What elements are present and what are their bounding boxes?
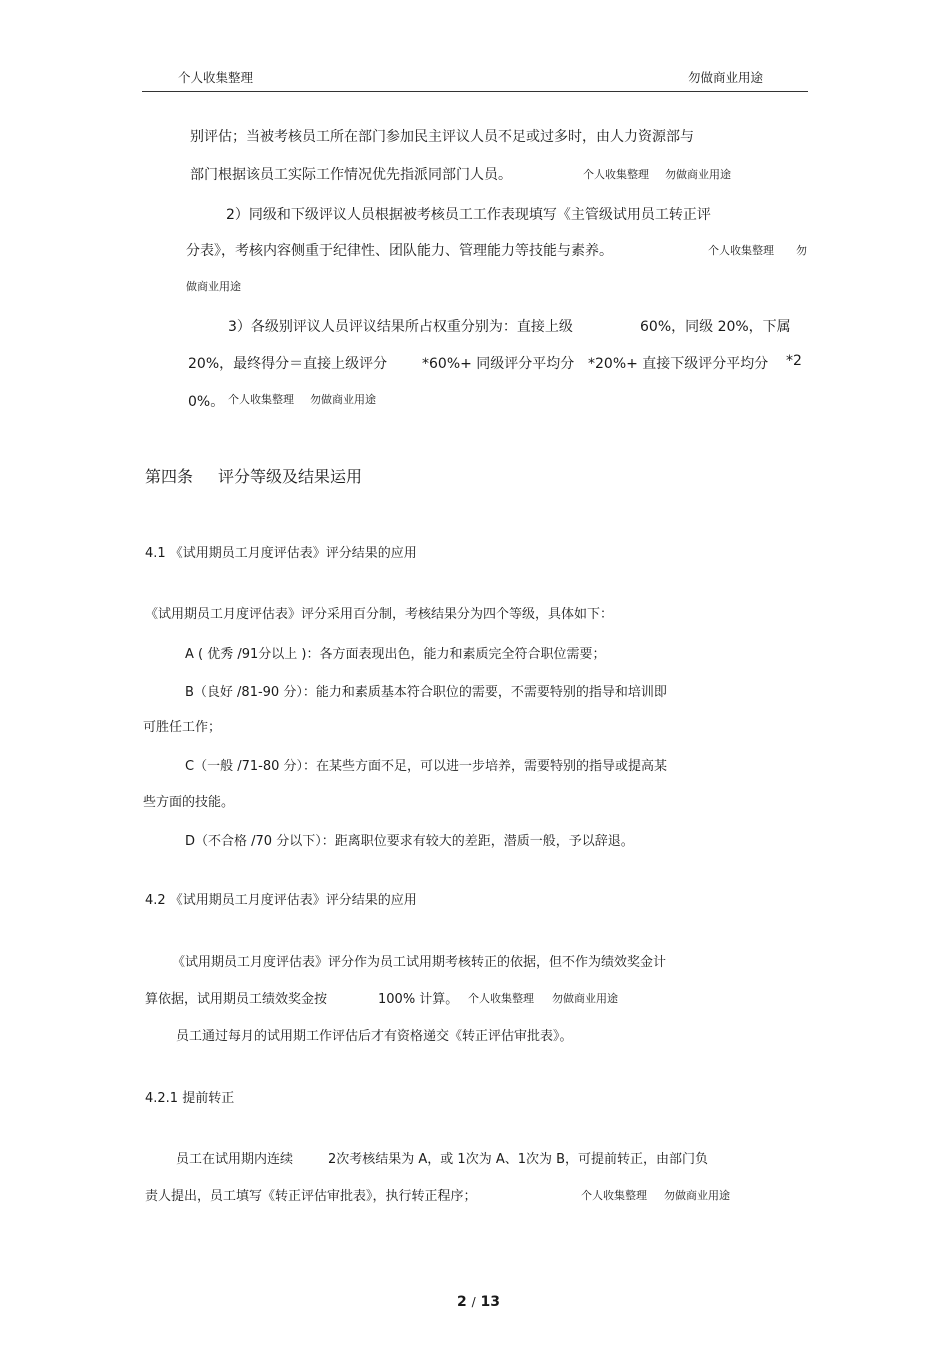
watermark-collect: 个人收集整理: [583, 168, 649, 181]
article4-title: 评分等级及结果运用: [218, 467, 363, 486]
page-number: [457, 1294, 500, 1310]
item2-line2: 分表》，考核内容侧重于纪律性、团队能力、管理能力等技能与素养。: [186, 243, 613, 259]
item3-line3: 0%。: [188, 394, 225, 410]
header-rule: [142, 91, 808, 92]
section-4-2-line3: 员工通过每月的试用期工作评估后才有资格递交《转正评估审批表》。: [176, 1029, 573, 1044]
item3-line1b: 60%，同级 20%，下属: [640, 319, 791, 335]
watermark-collect: 个人收集整理: [468, 992, 534, 1005]
grade-c-line1: C（一般 /71-80 分）：在某些方面不足，可以进一步培养，需要特别的指导或提高某: [185, 759, 667, 774]
section-4-2-1-line1a: 员工在试用期内连续: [176, 1152, 294, 1167]
item3-line2c: *20%+ 直接下级评分平均分: [588, 356, 769, 372]
section-4-1-title: 4.1 《试用期员工月度评估表》评分结果的应用: [145, 546, 417, 561]
section-4-2-line2a: 算依据，试用期员工绩效奖金按: [145, 992, 328, 1007]
article4-number: 第四条: [145, 467, 194, 486]
para1-line1: 别评估；当被考核员工所在部门参加民主评议人员不足或过多时，由人力资源部与: [190, 129, 694, 145]
grade-b-line1: B（良好 /81-90 分）：能力和素质基本符合职位的需要，不需要特别的指导和培训即: [185, 685, 667, 700]
item3-line2d: *2: [786, 353, 802, 369]
item3-line1a: 3）各级别评议人员评议结果所占权重分别为：直接上级: [228, 319, 573, 335]
page-total: 13: [480, 1294, 501, 1310]
item3-line2b: *60%+ 同级评分平均分: [422, 356, 575, 372]
item3-line2a: 20%，最终得分＝直接上级评分: [188, 356, 388, 372]
page-separator: /: [471, 1295, 476, 1309]
header-left: 个人收集整理: [178, 70, 254, 85]
watermark-noncommercial: 勿做商业用途: [664, 1189, 730, 1202]
section-4-2-1-line1b: 2次考核结果为 A，或 1次为 A、1次为 B，可提前转正，由部门负: [328, 1152, 709, 1167]
section-4-2-title: 4.2 《试用期员工月度评估表》评分结果的应用: [145, 893, 417, 908]
watermark-collect: 个人收集整理: [708, 244, 774, 257]
grade-d: D（不合格 /70 分以下）：距离职位要求有较大的差距，潜质一般，予以辞退。: [185, 834, 634, 849]
section-4-2-1-title: 4.2.1 提前转正: [145, 1091, 235, 1106]
watermark-noncommercial-part: 勿: [796, 244, 807, 257]
watermark-noncommercial-part: 做商业用途: [186, 280, 241, 293]
header-right: 勿做商业用途: [688, 70, 764, 85]
section-4-2-1-line2: 责人提出，员工填写《转正评估审批表》，执行转正程序；: [145, 1189, 477, 1204]
page-current: 2: [457, 1294, 467, 1310]
grade-c-line2: 些方面的技能。: [143, 795, 235, 810]
watermark-noncommercial: 勿做商业用途: [665, 168, 731, 181]
section-4-1-intro: 《试用期员工月度评估表》评分采用百分制，考核结果分为四个等级，具体如下：: [145, 607, 614, 622]
watermark-noncommercial: 勿做商业用途: [310, 393, 376, 406]
section-4-2-line2b: 100% 计算。: [378, 992, 459, 1007]
para1-line2: 部门根据该员工实际工作情况优先指派同部门人员。: [190, 167, 512, 183]
watermark-collect: 个人收集整理: [581, 1189, 647, 1202]
watermark-collect: 个人收集整理: [228, 393, 294, 406]
section-4-2-line1: 《试用期员工月度评估表》评分作为员工试用期考核转正的依据，但不作为绩效奖金计: [172, 955, 667, 970]
watermark-noncommercial: 勿做商业用途: [552, 992, 618, 1005]
item2-line1: 2）同级和下级评议人员根据被考核员工工作表现填写《主管级试用员工转正评: [226, 207, 711, 223]
grade-a: A ( 优秀 /91分以上 )：各方面表现出色，能力和素质完全符合职位需要；: [185, 647, 606, 662]
grade-b-line2: 可胜任工作；: [143, 720, 222, 735]
